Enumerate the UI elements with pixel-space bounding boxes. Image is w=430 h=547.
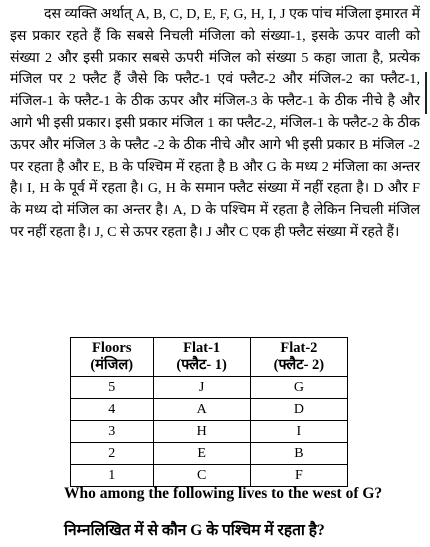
flat-2-cell: I bbox=[250, 421, 347, 443]
table-row bbox=[71, 443, 348, 465]
header-flat-1-en: Flat-1 bbox=[183, 340, 221, 356]
flat-1-cell: J bbox=[153, 377, 250, 399]
header-floors bbox=[71, 338, 154, 377]
header-flat-2-hi: (फ्लैट- 2) bbox=[273, 357, 325, 373]
flat-2-cell: B bbox=[250, 443, 347, 465]
flat-2-cell: F bbox=[250, 465, 347, 487]
floor-cell: 5 bbox=[71, 377, 154, 399]
table-row bbox=[71, 421, 348, 443]
margin-rule bbox=[425, 72, 427, 114]
floor-cell: 1 bbox=[71, 465, 154, 487]
flat-1-cell: A bbox=[153, 399, 250, 421]
floor-cell: 4 bbox=[71, 399, 154, 421]
flat-1-cell: E bbox=[153, 443, 250, 465]
floor-cell: 3 bbox=[71, 421, 154, 443]
question-english: Who among the following lives to the west of G? bbox=[64, 485, 383, 502]
table-row bbox=[71, 399, 348, 421]
header-flat-1 bbox=[153, 338, 250, 377]
flat-1-cell: C bbox=[153, 465, 250, 487]
header-flat-2 bbox=[250, 338, 347, 377]
floor-cell: 2 bbox=[71, 443, 154, 465]
flat-1-cell: H bbox=[153, 421, 250, 443]
header-floors-en: Floors bbox=[92, 340, 132, 356]
header-flat-1-hi: (फ्लैट- 1) bbox=[176, 357, 227, 373]
table-header-row bbox=[71, 338, 348, 377]
floors-table bbox=[70, 337, 348, 487]
flat-2-cell: G bbox=[250, 377, 347, 399]
table-row bbox=[71, 377, 348, 399]
passage-text: दस व्यक्ति अर्थात् A, B, C, D, E, F, G, H, I, J एक पांच मंजिला इमारत में इस प्रकार रहते हैं कि सबसे निचली मंजिला को संख्या-1, इसके ऊपर वाली को संख्या 2 और इसी प्रकार सबसे ऊपरी मंजिल को संख्या 5 कहा जाता है, प्रत्येक मंजिल पर 2 फ्लैट हैं जैसे कि फ्लैट-1 एवं फ्लैट-2 और मंजिल-2 का फ्लैट-1, मंजिल-1 के फ्लैट-1 के ठीक ऊपर और मंजिल-3 के फ्लैट-1 के ठीक नीचे है और आगे भी इसी प्रकार। इसी प्रकार मंजिल 1 का फ्लैट-2, मंजिल-1 के फ्लैट-2 के ठीक ऊपर और मंजिल 3 के फ्लैट -2 के ठीक नीचे और आगे भी इसी प्रकार B मंजिल -2 पर रहता है और E, B के पश्चिम में रहता है B और G के मध्य 2 मंजिला का अन्तर है। I, H के पूर्व में रहता है। G, H के समान फ्लैट संख्या में नहीं रहता है। D और F के मध्य दो मंजिल का अन्तर है। A, D के पश्चिम में रहता है लेकिन निचली मंजिल पर नहीं रहता है। J, C से ऊपर रहता है। J और C एक ही फ्लैट संख्या में रहते हैं। bbox=[10, 6, 420, 240]
header-floors-hi: (मंजिल) bbox=[90, 357, 134, 373]
question-hindi: निम्नलिखित में से कौन G के पश्चिम में रहता है? bbox=[64, 522, 325, 539]
flat-2-cell: D bbox=[250, 399, 347, 421]
header-flat-2-en: Flat-2 bbox=[280, 340, 318, 356]
